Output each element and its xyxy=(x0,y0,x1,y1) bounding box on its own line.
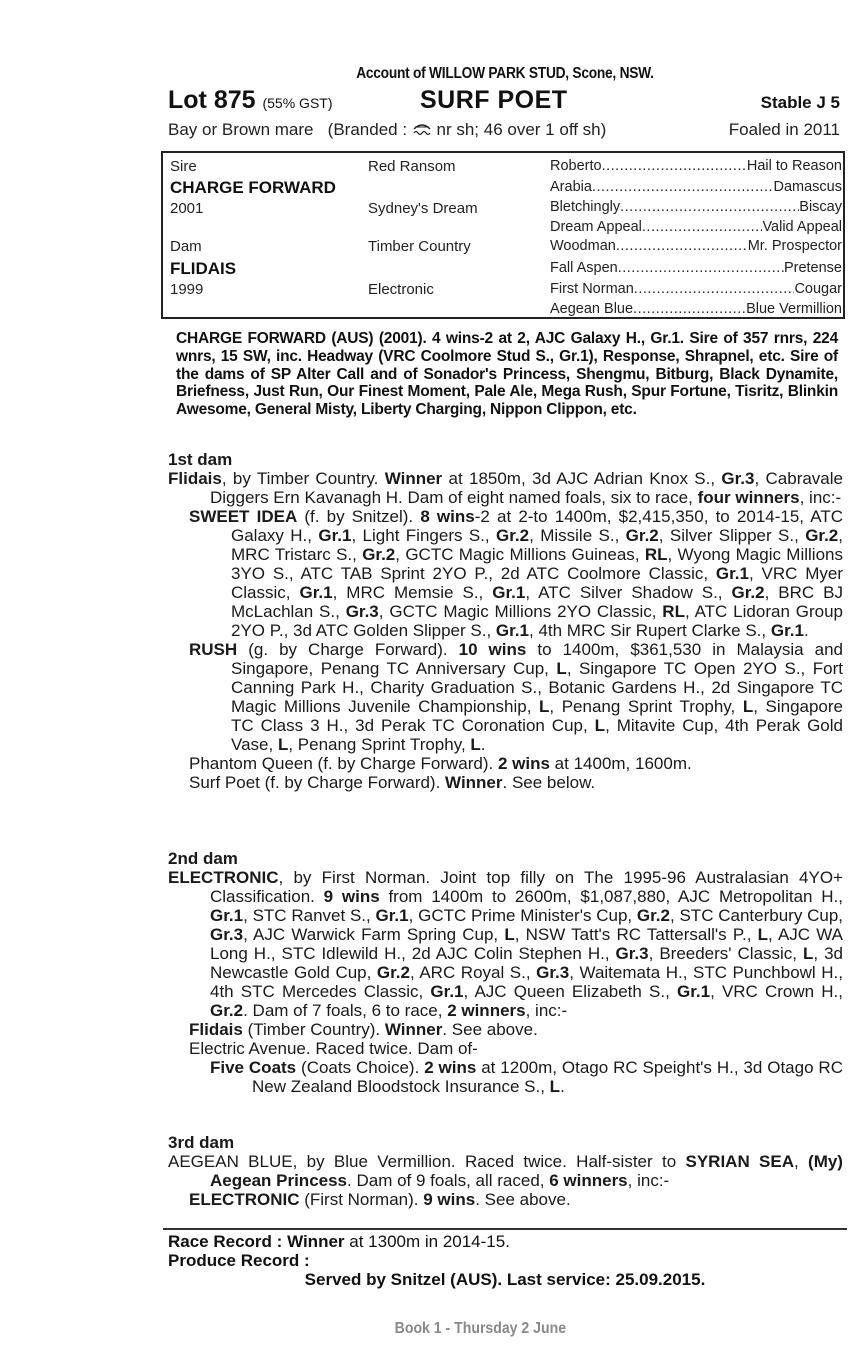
bold-text: Gr.2 xyxy=(496,526,530,545)
text: , ARC Royal S., xyxy=(410,963,537,982)
text: , inc:- xyxy=(627,1171,670,1190)
second-dam-section xyxy=(168,849,843,1096)
text: , Light Fingers S., xyxy=(351,526,497,545)
progeny-list xyxy=(168,1190,843,1209)
sire-label: Sire xyxy=(170,158,197,175)
text: , ATC Silver Shadow S., xyxy=(525,583,732,602)
text: , Mitavite Cup, 4th Perak Gold Vase, xyxy=(231,716,843,754)
bold-text: 6 winners xyxy=(549,1171,628,1190)
progeny-entry xyxy=(168,507,843,640)
dam-paragraph xyxy=(168,469,843,507)
progeny-entry xyxy=(168,1190,843,1209)
text: , 3d Newcastle Gold Cup, xyxy=(210,944,843,982)
dam-paragraph xyxy=(168,868,843,1020)
bold-text: Gr.1 xyxy=(375,906,409,925)
bold-text: Gr.2 xyxy=(376,963,410,982)
bold-text: Flidais xyxy=(168,469,222,488)
produce-record-label: Produce Record : xyxy=(168,1251,310,1270)
foaled-year: Foaled in 2011 xyxy=(728,120,840,139)
bold-text: Gr.3 xyxy=(615,944,649,963)
text: . xyxy=(560,1077,565,1096)
bold-text: L xyxy=(549,1077,561,1096)
bold-text: SWEET IDEA xyxy=(189,507,298,526)
text: , AJC Queen Elizabeth S., xyxy=(463,982,677,1001)
text: , GCTC Magic Millions Guineas, xyxy=(395,545,645,564)
bold-text: RL xyxy=(644,545,668,564)
bold-text: 10 wins xyxy=(458,640,527,659)
bold-text: SYRIAN SEA xyxy=(685,1152,794,1171)
bold-text: L xyxy=(757,925,768,944)
sire-dam: Sydney's Dream xyxy=(368,200,478,217)
progeny-entry xyxy=(168,1020,843,1039)
text: . xyxy=(803,621,809,640)
dam-label: Dam xyxy=(170,238,202,255)
text: , by Timber Country. xyxy=(221,469,385,488)
text: (Coats Choice). xyxy=(296,1058,425,1077)
grandparent-row: Bletchingly ..... Biscay xyxy=(550,199,842,215)
progeny-list xyxy=(168,507,843,792)
bold-text: four winners xyxy=(697,488,800,507)
sire-sire: Red Ransom xyxy=(368,158,456,175)
dam-dam: Electronic xyxy=(368,281,434,298)
bold-text: Winner xyxy=(445,773,503,792)
text: , Penang Sprint Trophy, xyxy=(549,697,743,716)
bold-text: Gr.1 xyxy=(318,526,352,545)
grandparent-row: Dream Appeal ..... Valid Appeal xyxy=(550,219,842,235)
account-of-vendor: Account of WILLOW PARK STUD, Scone, NSW. xyxy=(356,65,654,82)
text: , NSW Tatt's RC Tattersall's P., xyxy=(514,925,758,944)
grandparent-row: Roberto ..... Hail to Reason xyxy=(550,158,842,174)
bold-text: L xyxy=(504,925,515,944)
text: . Dam of 9 foals, all raced, xyxy=(347,1171,550,1190)
text: , Missile S., xyxy=(529,526,626,545)
dam-sire: Timber Country xyxy=(368,238,471,255)
bold-text: ELECTRONIC xyxy=(189,1190,300,1209)
text: , Cabravale Diggers Ern Kavanagh H. Dam of eight named foals, six to race, xyxy=(210,469,843,507)
text: , Singapore TC Open 2YO S., Fort Canning Park H., Charity Graduation S., Botanic Gardens H., 2d Singapore TC Magic Millions Juvenile Championship, xyxy=(231,659,843,716)
text: , Singapore TC Class 3 H., 3d Perak TC Coronation Cup, xyxy=(231,697,844,735)
text: (g. by Charge Forward). xyxy=(237,640,459,659)
text: to 1400m, $361,530 in Malaysia and Singapore, Penang TC Anniversary Cup, xyxy=(231,640,843,678)
bold-text: Gr.1 xyxy=(210,906,244,925)
text: , Wyong Magic Millions 3YO S., ATC TAB Sprint 2YO P., 2d ATC Coolmore Classic, xyxy=(231,545,843,583)
text: at 1850m, 3d AJC Adrian Knox S., xyxy=(442,469,722,488)
progeny-entry xyxy=(168,640,843,754)
bold-text: Gr.2 xyxy=(210,1001,244,1020)
bold-text: Gr.1 xyxy=(495,621,529,640)
progeny-entry xyxy=(168,1058,843,1096)
bold-text: Gr.2 xyxy=(636,906,670,925)
text: at 1400m, 1600m. xyxy=(549,754,692,773)
text: , MRC Tristarc S., xyxy=(231,526,844,564)
first-dam-section xyxy=(168,450,843,792)
page-footer: Book 1 - Thursday 2 June xyxy=(394,1320,566,1337)
progeny-entry xyxy=(168,773,843,792)
text: , STC Ranvet S., xyxy=(243,906,376,925)
text: , AJC Warwick Farm Spring Cup, xyxy=(243,925,505,944)
text: Surf Poet (f. by Charge Forward). xyxy=(189,773,446,792)
text: . See below. xyxy=(502,773,596,792)
text: , xyxy=(793,1152,809,1171)
bold-text: Gr.1 xyxy=(430,982,464,1001)
bold-text: ELECTRONIC xyxy=(168,868,279,887)
bold-text: (My) Aegean Princess xyxy=(210,1152,843,1190)
divider xyxy=(163,1228,847,1230)
dam-paragraph xyxy=(168,1152,843,1190)
bold-text: 2 winners xyxy=(447,1001,526,1020)
text: , VRC Crown H., xyxy=(710,982,843,1001)
grandparent-row: Aegean Blue ..... Blue Vermillion xyxy=(550,301,842,317)
text: , MRC Memsie S., xyxy=(332,583,493,602)
text: , Silver Slipper S., xyxy=(658,526,806,545)
bold-text: Gr.2 xyxy=(625,526,659,545)
text: . See above. xyxy=(475,1190,571,1209)
sire-summary: CHARGE FORWARD (AUS) (2001). 4 wins-2 at 2, AJC Galaxy H., Gr.1. Sire of 357 rnrs, 224 wnrs, 15 SW, inc. Headway (VRC Coolmore Stud S., Gr.1), Response, Shrapnel, etc. Sire of the dams of SP Alter Call and of Sonador's Princess, Shengmu, Bitburg, Black Dynamite, Briefness, Just Run, Our Finest Moment, Pale Ale, Mega Rush, Spur Fortune, Tisritz, Blinkin Awesome, General Misty, Liberty Charging, Nippon Clippon, etc. xyxy=(176,330,838,419)
sire-name: CHARGE FORWARD xyxy=(170,178,336,197)
bold-text: Gr.3 xyxy=(536,963,570,982)
bold-text: L xyxy=(470,735,481,754)
horse-name: SURF POET xyxy=(420,86,568,114)
gst-note: (55% GST) xyxy=(262,95,333,111)
text: from 1400m to 2600m, $1,087,880, AJC Metropolitan H., xyxy=(379,887,843,906)
lot-number: Lot 875 (55% GST) xyxy=(168,86,333,114)
bold-text: Winner xyxy=(384,1020,443,1039)
bold-text: Gr.1 xyxy=(770,621,804,640)
bold-text: 9 wins xyxy=(323,887,380,906)
dam-year: 1999 xyxy=(170,281,204,298)
bold-text: Gr.1 xyxy=(299,583,333,602)
stable-number: Stable J 5 xyxy=(760,93,840,112)
text: , Waitemata H., STC Punchbowl H., 4th STC Mercedes Classic, xyxy=(210,963,843,1001)
text: , ATC Lidoran Group 2YO P., 3d ATC Golden Slipper S., xyxy=(231,602,843,640)
text: (f. by Snitzel). xyxy=(297,507,421,526)
bold-text: L xyxy=(539,697,550,716)
text: , Breeders' Classic, xyxy=(648,944,803,963)
text: , VRC Myer Classic, xyxy=(231,564,844,602)
text: , inc:- xyxy=(799,488,842,507)
bold-text: RUSH xyxy=(189,640,238,659)
text: , STC Canterbury Cup, xyxy=(669,906,844,925)
grandparent-row: Arabia ..... Damascus xyxy=(550,179,842,195)
bold-text: 2 wins xyxy=(497,754,550,773)
bold-text: Flidais xyxy=(189,1020,243,1039)
race-record-label: Race Record : xyxy=(168,1232,283,1251)
section-heading: 2nd dam xyxy=(168,849,238,868)
grandparent-row: Fall Aspen ..... Pretense xyxy=(550,260,842,276)
bold-text: Gr.3 xyxy=(210,925,244,944)
text: (First Norman). xyxy=(299,1190,424,1209)
bold-text: L xyxy=(803,944,814,963)
grandparent-row: First Norman ..... Cougar xyxy=(550,281,842,297)
dam-name: FLIDAIS xyxy=(170,259,237,278)
text: at 1200m, Otago RC Speight's H., 3d Otago RC New Zealand Bloodstock Insurance S., xyxy=(252,1058,843,1096)
bold-text: L xyxy=(556,659,567,678)
text: , GCTC Prime Minister's Cup, xyxy=(408,906,637,925)
progeny-list xyxy=(168,1020,843,1096)
bold-text: Gr.3 xyxy=(721,469,755,488)
text: , Penang Sprint Trophy, xyxy=(288,735,471,754)
text: (Timber Country). xyxy=(242,1020,385,1039)
brand-icon xyxy=(412,121,432,137)
section-heading: 3rd dam xyxy=(168,1133,235,1152)
bold-text: 2 wins xyxy=(424,1058,477,1077)
text: , AJC WA Long H., STC Idlewild H., 2d AJC Colin Stephen H., xyxy=(210,925,843,963)
bold-text: Five Coats xyxy=(210,1058,297,1077)
bold-text: Gr.2 xyxy=(805,526,839,545)
sire-year: 2001 xyxy=(170,200,204,217)
bold-text: 9 wins xyxy=(423,1190,476,1209)
bold-text: L xyxy=(594,716,606,735)
bold-text: Gr.1 xyxy=(676,982,711,1001)
bold-text: Winner xyxy=(384,469,443,488)
text: , inc:- xyxy=(525,1001,568,1020)
bold-text: 8 wins xyxy=(420,507,475,526)
text: . See above. xyxy=(442,1020,538,1039)
text: . Dam of 7 foals, 6 to race, xyxy=(243,1001,448,1020)
pedigree-table xyxy=(161,151,845,319)
horse-description: Bay or Brown mare (Branded : nr sh; 46 over 1 off sh) Foaled in 2011 xyxy=(168,120,840,139)
text: Phantom Queen (f. by Charge Forward). xyxy=(189,754,498,773)
progeny-entry xyxy=(168,1039,843,1058)
bold-text: Gr.1 xyxy=(492,583,526,602)
bold-text: L xyxy=(742,697,754,716)
bold-text: Gr.2 xyxy=(362,545,396,564)
bold-text: Gr.1 xyxy=(715,564,749,583)
text: . xyxy=(480,735,486,754)
progeny-entry xyxy=(168,754,843,773)
text: AEGEAN BLUE, by Blue Vermillion. Raced twice. Half-sister to xyxy=(168,1152,686,1171)
text: -2 at 2-to 1400m, $2,415,350, to 2014-15, ATC Galaxy H., xyxy=(231,507,843,545)
text: , 4th MRC Sir Rupert Clarke S., xyxy=(529,621,771,640)
grandparent-row: Woodman ..... Mr. Prospector xyxy=(550,238,842,254)
third-dam-section xyxy=(168,1133,843,1209)
section-heading: 1st dam xyxy=(168,450,233,469)
race-record: Race Record : Winner at 1300m in 2014-15. Produce Record : xyxy=(168,1232,510,1270)
bold-text: Gr.3 xyxy=(345,602,379,621)
bold-text: Gr.2 xyxy=(731,583,765,602)
service-info: Served by Snitzel (AUS). Last service: 25.09.2015. xyxy=(304,1270,706,1289)
text: , GCTC Magic Millions 2YO Classic, xyxy=(378,602,663,621)
bold-text: RL xyxy=(662,602,685,621)
text: Electric Avenue. Raced twice. Dam of- xyxy=(189,1039,478,1058)
bold-text: L xyxy=(277,735,289,754)
text: , by First Norman. Joint top filly on The 1995-96 Australasian 4YO+ Classification. xyxy=(210,868,843,906)
text: , BRC BJ McLachlan S., xyxy=(231,583,844,621)
